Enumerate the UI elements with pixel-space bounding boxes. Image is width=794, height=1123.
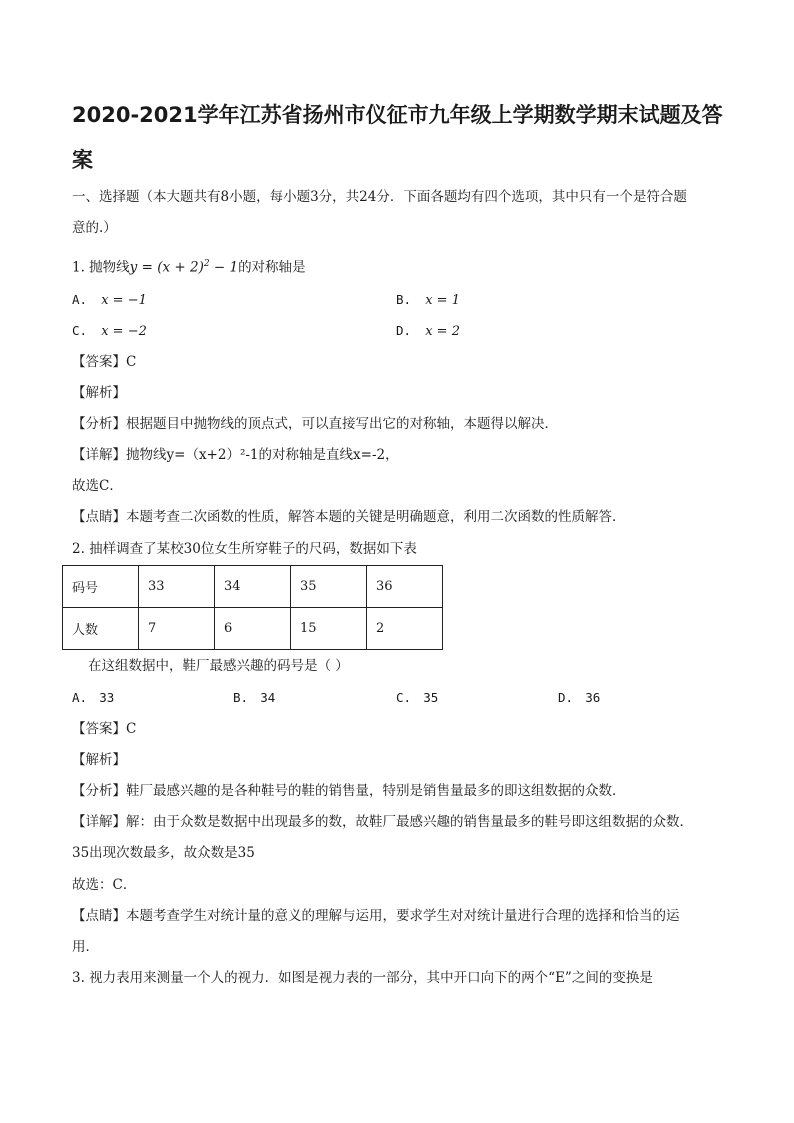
table-row <box>63 566 443 608</box>
q2-dianjing-text: 本题考查学生对统计量的意义的理解与运用，要求学生对对统计量进行合理的选择和恰当的运 <box>126 908 680 924</box>
table-cell: 34 <box>215 566 291 608</box>
q2-dianjing-line2: 用． <box>72 939 99 955</box>
q2-option-a <box>72 689 114 708</box>
q1-option-d-value: x = 2 <box>425 324 460 339</box>
q1-xiangjie-label: 【详解】 <box>72 447 126 463</box>
q1-option-b-value: x = 1 <box>425 293 460 308</box>
q2-question: 在这组数据中，鞋厂最感兴趣的码号是（ ） <box>88 658 349 674</box>
q1-option-b-letter: B. <box>396 292 412 307</box>
q2-xiangjie-line2: 35出现次数最多，故众数是35 <box>72 845 255 861</box>
q1-option-a <box>72 291 147 310</box>
q2-answer <box>72 720 136 738</box>
q1-fenxi-label: 【分析】 <box>72 416 126 432</box>
table-cell: 2 <box>367 608 443 650</box>
q2-option-d-letter: D. <box>558 690 574 705</box>
q2-option-b-value: 34 <box>260 690 276 705</box>
q1-fenxi <box>72 415 558 433</box>
q2-option-c <box>396 689 438 708</box>
q2-analysis-label: 【解析】 <box>72 752 126 768</box>
q1-conclusion: 故选C． <box>72 478 123 494</box>
q1-suffix: 的对称轴是 <box>238 259 306 276</box>
q2-conclusion: 故选：C． <box>72 877 137 893</box>
q1-stem <box>72 255 306 277</box>
q1-analysis-label: 【解析】 <box>72 385 126 401</box>
q1-eq-exponent: 2 <box>203 259 210 269</box>
q2-option-d-value: 36 <box>585 690 601 705</box>
q1-answer-value: C <box>126 354 137 370</box>
q3-stem: 3. 视力表用来测量一个人的视力．如图是视力表的一部分，其中开口向下的两个“E”之间的变换是 <box>72 970 653 986</box>
q1-number: 1. 抛物线 <box>72 259 130 276</box>
q1-xiangjie-text: 抛物线y=（x+2）²-1的对称轴是直线x=-2， <box>126 447 399 463</box>
section-intro-line1: 一、选择题（本大题共有8小题，每小题3分，共24分．下面各题均有四个选项，其中只有一个是符合题 <box>72 189 687 205</box>
q2-dianjing <box>72 907 680 925</box>
table-cell: 33 <box>139 566 215 608</box>
q1-option-c-letter: C. <box>72 323 88 338</box>
q1-option-b <box>396 291 460 310</box>
q1-eq-mid: = (x + 2) <box>137 259 204 276</box>
q1-fenxi-text: 根据题目中抛物线的顶点式，可以直接写出它的对称轴，本题得以解决． <box>126 416 558 432</box>
q1-eq-rhs: − 1 <box>209 259 239 276</box>
q1-eq-lhs: y <box>129 259 138 276</box>
q2-stem: 2. 抽样调查了某校30位女生所穿鞋子的尺码，数据如下表 <box>72 541 417 557</box>
q1-option-a-value: x = −1 <box>101 293 147 308</box>
q1-dianjing-text: 本题考查二次函数的性质，解答本题的关键是明确题意，利用二次函数的性质解答． <box>126 509 626 525</box>
q2-answer-value: C <box>126 721 137 737</box>
q2-fenxi-text: 鞋厂最感兴趣的是各种鞋号的鞋的销售量，特别是销售量最多的即这组数据的众数． <box>126 783 626 799</box>
section-intro-line2: 意的.） <box>72 220 117 236</box>
table-cell: 码号 <box>63 566 139 608</box>
document-title-line2: 案 <box>72 148 93 172</box>
table-cell: 36 <box>367 566 443 608</box>
q2-xiangjie <box>72 813 693 831</box>
q2-fenxi-label: 【分析】 <box>72 783 126 799</box>
document-title-line1: 2020-2021学年江苏省扬州市仪征市九年级上学期数学期末试题及答 <box>72 103 723 127</box>
q1-option-c-value: x = −2 <box>101 324 147 339</box>
table-cell: 15 <box>291 608 367 650</box>
q2-xiangjie-text: 解：由于众数是数据中出现最多的数，故鞋厂最感兴趣的销售量最多的鞋号即这组数据的众数． <box>126 814 693 830</box>
q2-option-c-value: 35 <box>423 690 439 705</box>
table-row <box>63 608 443 650</box>
q2-dianjing-label: 【点睛】 <box>72 908 126 924</box>
q2-option-c-letter: C. <box>396 690 412 705</box>
q1-answer-label: 【答案】 <box>72 354 126 370</box>
q2-option-a-letter: A. <box>72 690 88 705</box>
q1-dianjing <box>72 508 626 526</box>
q2-xiangjie-label: 【详解】 <box>72 814 126 830</box>
q2-option-a-value: 33 <box>99 690 115 705</box>
q2-option-d <box>558 689 600 708</box>
q1-answer <box>72 353 136 371</box>
table-cell: 7 <box>139 608 215 650</box>
q1-option-d-letter: D. <box>396 323 412 338</box>
q2-fenxi <box>72 782 626 800</box>
q2-size-table <box>62 565 443 650</box>
q2-option-b-letter: B. <box>233 690 249 705</box>
q1-xiangjie <box>72 446 399 464</box>
table-cell: 35 <box>291 566 367 608</box>
q2-answer-label: 【答案】 <box>72 721 126 737</box>
table-cell: 6 <box>215 608 291 650</box>
table-cell: 人数 <box>63 608 139 650</box>
q1-option-a-letter: A. <box>72 292 88 307</box>
q1-dianjing-label: 【点睛】 <box>72 509 126 525</box>
q2-option-b <box>233 689 275 708</box>
q1-option-c <box>72 322 147 341</box>
q1-option-d <box>396 322 460 341</box>
